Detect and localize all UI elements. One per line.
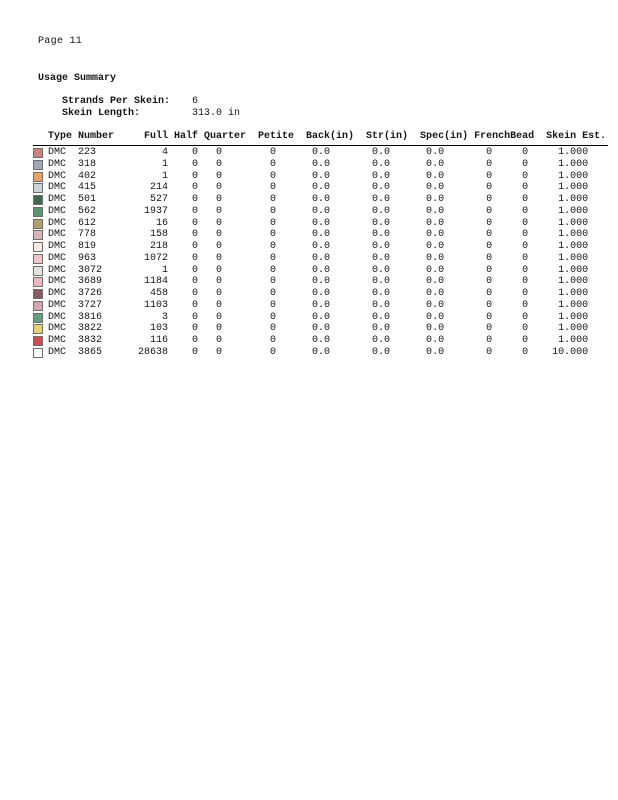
row-text: DMC 3822 103 0 0 0 0.0 0.0 0.0 0 0 1.000 bbox=[48, 323, 589, 335]
table-row bbox=[0, 323, 618, 335]
usage-summary-title: Usage Summary bbox=[38, 73, 117, 84]
row-text: DMC 3689 1184 0 0 0 0.0 0.0 0.0 0 0 1.000 bbox=[48, 276, 589, 288]
table-row bbox=[0, 229, 618, 241]
row-text: DMC 3072 1 0 0 0 0.0 0.0 0.0 0 0 1.000 bbox=[48, 264, 589, 276]
color-swatch bbox=[33, 207, 43, 217]
row-text: DMC 819 218 0 0 0 0.0 0.0 0.0 0 0 1.000 bbox=[48, 241, 589, 252]
table-row bbox=[0, 300, 618, 312]
skein-length-row bbox=[38, 97, 240, 130]
color-swatch bbox=[33, 289, 43, 299]
color-swatch bbox=[33, 313, 43, 323]
row-text: DMC 3726 458 0 0 0 0.0 0.0 0.0 0 0 1.000 bbox=[48, 288, 589, 299]
color-swatch bbox=[33, 195, 43, 205]
table-row bbox=[0, 171, 618, 183]
color-swatch bbox=[33, 160, 43, 170]
table-row bbox=[0, 253, 618, 265]
row-text: DMC 562 1937 0 0 0 0.0 0.0 0.0 0 0 1.000 bbox=[48, 205, 589, 217]
row-text: DMC 223 4 0 0 0 0.0 0.0 0.0 0 0 1.000 bbox=[48, 147, 589, 158]
table-row bbox=[0, 265, 618, 277]
color-swatch bbox=[33, 266, 43, 276]
color-swatch bbox=[33, 324, 43, 334]
row-text: DMC 402 1 0 0 0 0.0 0.0 0.0 0 0 1.000 bbox=[48, 170, 589, 182]
table-row bbox=[0, 335, 618, 347]
skein-length-value: 313.0 in bbox=[192, 108, 241, 119]
row-text: DMC 3727 1103 0 0 0 0.0 0.0 0.0 0 0 1.000 bbox=[48, 299, 589, 311]
table-row bbox=[0, 147, 618, 159]
row-text: DMC 3816 3 0 0 0 0.0 0.0 0.0 0 0 1.000 bbox=[48, 311, 589, 323]
row-text: DMC 415 214 0 0 0 0.0 0.0 0.0 0 0 1.000 bbox=[48, 182, 589, 194]
table-row bbox=[0, 276, 618, 288]
page-number: Page 11 bbox=[38, 36, 83, 47]
row-text: DMC 3865 28638 0 0 0 0.0 0.0 0.0 0 0 10.000 bbox=[48, 346, 589, 358]
color-swatch bbox=[33, 148, 43, 158]
strands-per-skein-value: 6 bbox=[192, 96, 199, 107]
color-swatch bbox=[33, 242, 43, 252]
row-text: DMC 501 527 0 0 0 0.0 0.0 0.0 0 0 1.000 bbox=[48, 194, 589, 205]
table-header-text: Type Number Full Half Quarter Petite Back(in) Str(in) Spec(in) FrenchBead Skein Est. bbox=[48, 131, 607, 142]
table-row bbox=[0, 347, 618, 359]
row-text: DMC 778 158 0 0 0 0.0 0.0 0.0 0 0 1.000 bbox=[48, 229, 589, 241]
table-header-row bbox=[33, 131, 608, 146]
row-text: DMC 318 1 0 0 0 0.0 0.0 0.0 0 0 1.000 bbox=[48, 158, 589, 170]
table-row bbox=[0, 288, 618, 300]
color-swatch bbox=[33, 336, 43, 346]
color-swatch bbox=[33, 277, 43, 287]
color-swatch bbox=[33, 183, 43, 193]
color-swatch bbox=[33, 219, 43, 229]
table-row bbox=[0, 241, 618, 253]
table-row bbox=[0, 312, 618, 324]
table-rows bbox=[0, 147, 618, 359]
table-row bbox=[0, 159, 618, 171]
skein-length-label: Skein Length: bbox=[62, 108, 141, 119]
table-row bbox=[0, 182, 618, 194]
color-swatch bbox=[33, 348, 43, 358]
color-swatch bbox=[33, 254, 43, 264]
table-row bbox=[0, 218, 618, 230]
row-text: DMC 3832 116 0 0 0 0.0 0.0 0.0 0 0 1.000 bbox=[48, 335, 589, 346]
strands-per-skein-label: Strands Per Skein: bbox=[62, 96, 171, 107]
row-text: DMC 612 16 0 0 0 0.0 0.0 0.0 0 0 1.000 bbox=[48, 217, 589, 229]
table-row bbox=[0, 206, 618, 218]
color-swatch bbox=[33, 301, 43, 311]
row-text: DMC 963 1072 0 0 0 0.0 0.0 0.0 0 0 1.000 bbox=[48, 252, 589, 264]
table-row bbox=[0, 194, 618, 206]
usage-table bbox=[0, 131, 618, 359]
color-swatch bbox=[33, 172, 43, 182]
color-swatch bbox=[33, 230, 43, 240]
